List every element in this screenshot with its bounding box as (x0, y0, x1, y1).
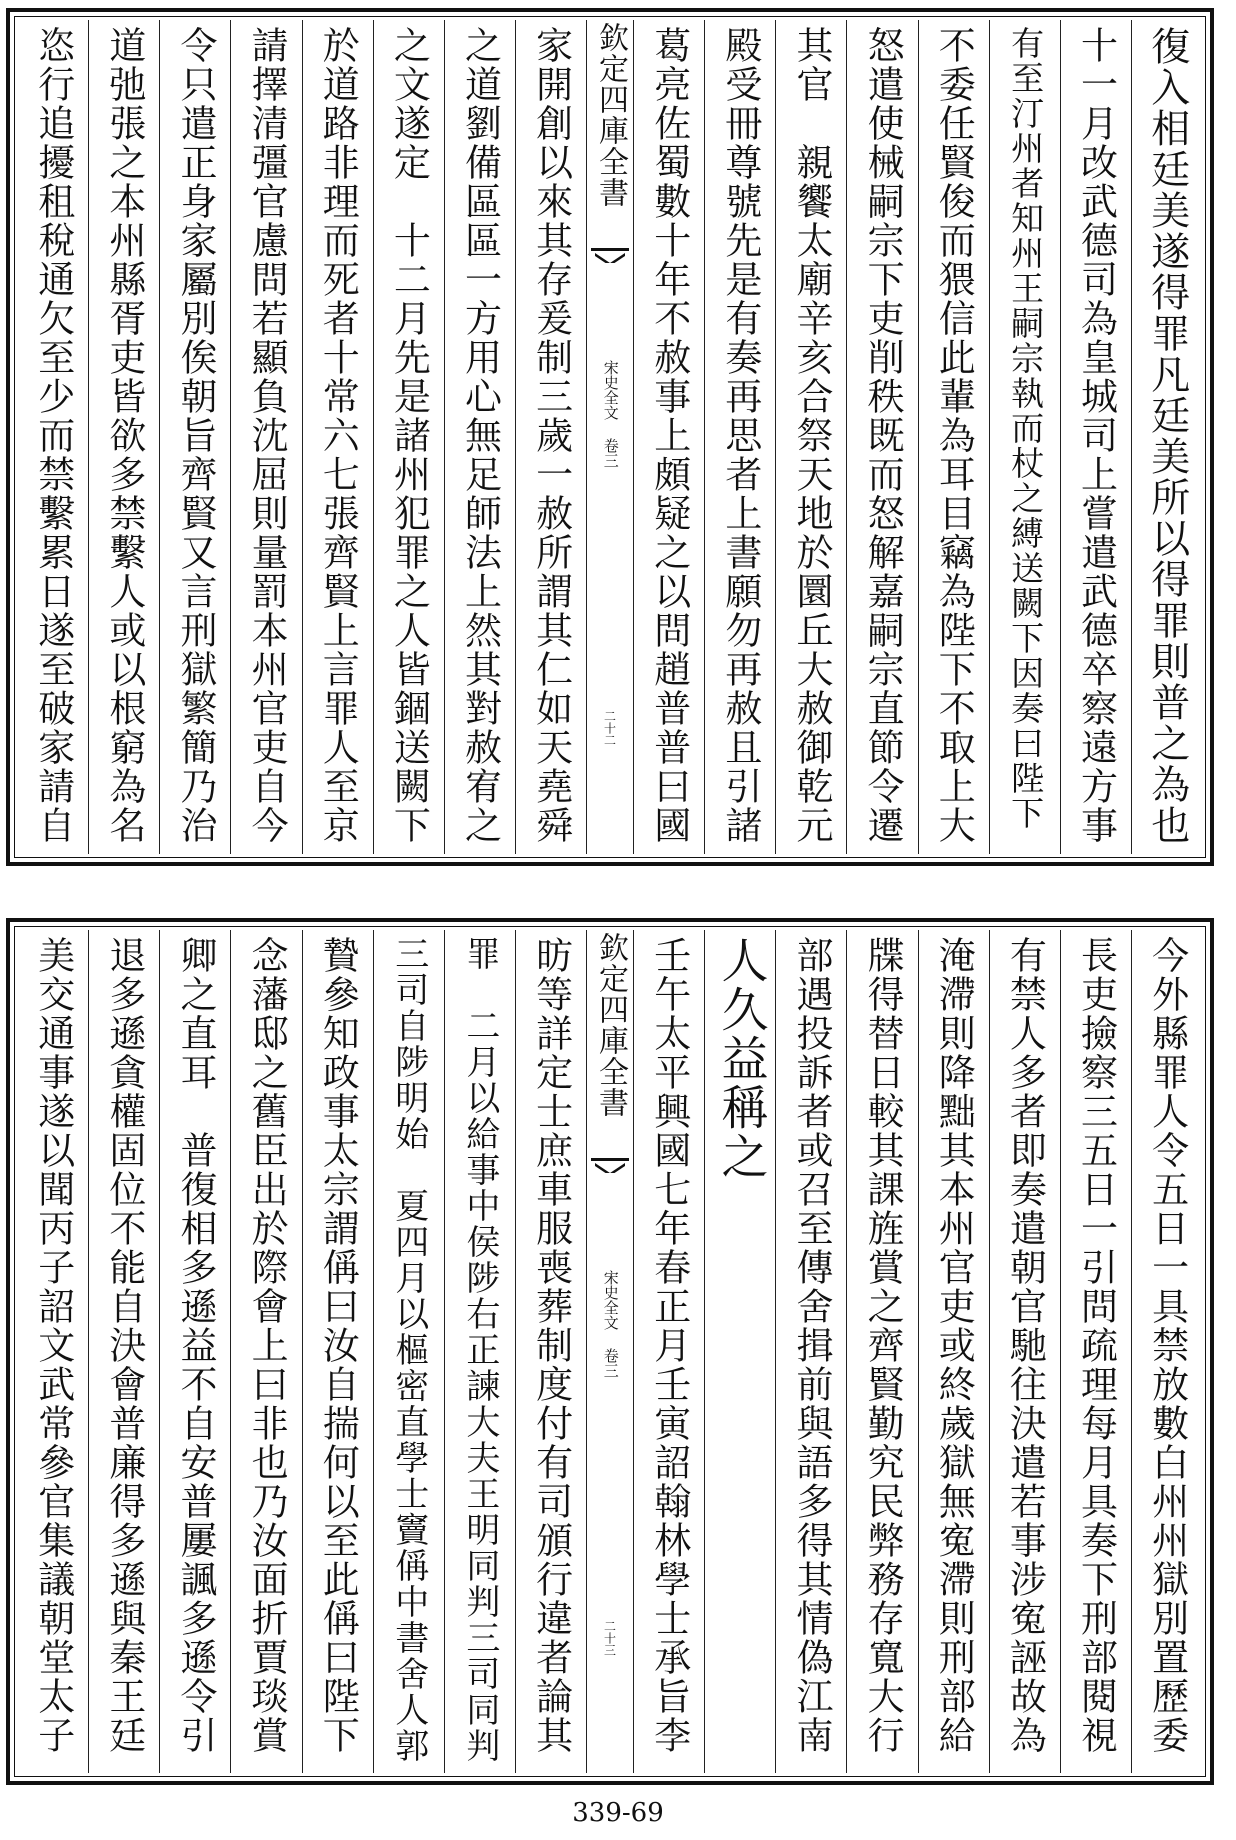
text-column: 殿受冊尊號先是有奏再思者上書願勿再赦且引諸 (704, 20, 775, 854)
text-column: 贄參知政事太宗謂偁曰汝自揣何以至此偁曰陛下 (302, 930, 373, 1773)
text-column: 三司自陟明始 夏四月以樞密直學士竇偁中書舍人郭 (373, 930, 444, 1773)
text-column: 之文遂定 十二月先是諸州犯罪之人皆錮送闕下 (373, 20, 444, 854)
page-code: 339-69 (572, 1798, 664, 1828)
text-column: 人久益稱之 (704, 930, 775, 1773)
text-column: 罪 二月以給事中侯陟右正諫大夫王明同判三司同判 (444, 930, 515, 1773)
text-column: 十一月改武德司為皇城司上嘗遣武德卒察遠方事 (1060, 20, 1131, 854)
text-column: 牒得替日較其課旌賞之齊賢勤究民弊務存寬大行 (846, 930, 917, 1773)
text-column: 家開創以來其存爰制三歲一赦所謂其仁如天堯舜 (515, 20, 586, 854)
volume-label: 宋史全文 卷三 (601, 1270, 620, 1378)
text-column: 退多遜貪權固位不能自決會普廉得多遜與秦王廷 (88, 930, 159, 1773)
text-column: 部遇投訴者或召至傳舍揖前與語多得其情偽江南 (775, 930, 846, 1773)
text-column: 道弛張之本州縣胥吏皆欲多禁繫人或以根窮為名 (88, 20, 159, 854)
volume-label: 宋史全文 卷三 (601, 360, 620, 468)
page-number: 二十三 (602, 1620, 617, 1656)
text-column: 怒遣使械嗣宗下吏削秩既而怒解嘉嗣宗直節令遷 (846, 20, 917, 854)
page-number: 二十二 (602, 710, 617, 746)
text-column: 今外縣罪人令五日一具禁放數白州州獄別置歷委 (1131, 930, 1202, 1773)
text-column: 昉等詳定士庶車服喪葬制度付有司頒行違者論其 (515, 930, 586, 1773)
bottom-page-columns (18, 930, 1202, 1773)
text-column: 復入相廷美遂得罪凡廷美所以得罪則普之為也 (1131, 20, 1202, 854)
fish-tail-mark-icon (591, 1158, 629, 1183)
text-column: 之道劉備區區一方用心無足師法上然其對赦宥之 (444, 20, 515, 854)
center-fold-header: 欽定四庫全書 (593, 932, 628, 1118)
text-column: 不委任賢俊而猥信此輩為耳目竊為陛下不取上大 (918, 20, 989, 854)
center-fold (586, 930, 633, 1773)
top-page-columns (18, 20, 1202, 854)
text-column: 恣行追擾租稅通欠至少而禁繫累日遂至破家請自 (31, 26, 75, 845)
text-column: 於道路非理而死者十常六七張齊賢上言罪人至京 (302, 20, 373, 854)
text-column: 長吏撿察三五日一引問疏理每月具奏下刑部閱視 (1060, 930, 1131, 1773)
text-column: 美交通事遂以聞丙子詔文武常參官集議朝堂太子 (31, 936, 75, 1755)
text-column: 葛亮佐蜀數十年不赦事上頗疑之以問趙普普曰國 (633, 20, 704, 854)
text-column: 請擇清彊官慮問若顯負沈屈則量罰本州官吏自今 (230, 20, 301, 854)
text-column: 壬午太平興國七年春正月壬寅詔翰林學士承旨李 (633, 930, 704, 1773)
text-column: 卿之直耳 普復相多遜益不自安普屢諷多遜令引 (159, 930, 230, 1773)
text-column: 淹滯則降黜其本州官吏或終歲獄無寃滯則刑部給 (918, 930, 989, 1773)
text-column: 其官 親饗太廟辛亥合祭天地於圜丘大赦御乾元 (775, 20, 846, 854)
bottom-page (6, 918, 1214, 1785)
top-page (6, 8, 1214, 866)
text-column: 令只遣正身家屬別俟朝旨齊賢又言刑獄繁簡乃治 (159, 20, 230, 854)
text-column: 有禁人多者即奏遣朝官馳往決遣若事涉寃誣故為 (989, 930, 1060, 1773)
center-fold-header: 欽定四庫全書 (593, 22, 628, 208)
center-fold (586, 20, 633, 854)
text-column: 念藩邸之舊臣出於際會上曰非也乃汝面折賈琰賞 (230, 930, 301, 1773)
text-column: 有至汀州者知州王嗣宗執而杖之縛送闕下因奏曰陛下 (989, 20, 1060, 854)
fish-tail-mark-icon (591, 248, 629, 273)
